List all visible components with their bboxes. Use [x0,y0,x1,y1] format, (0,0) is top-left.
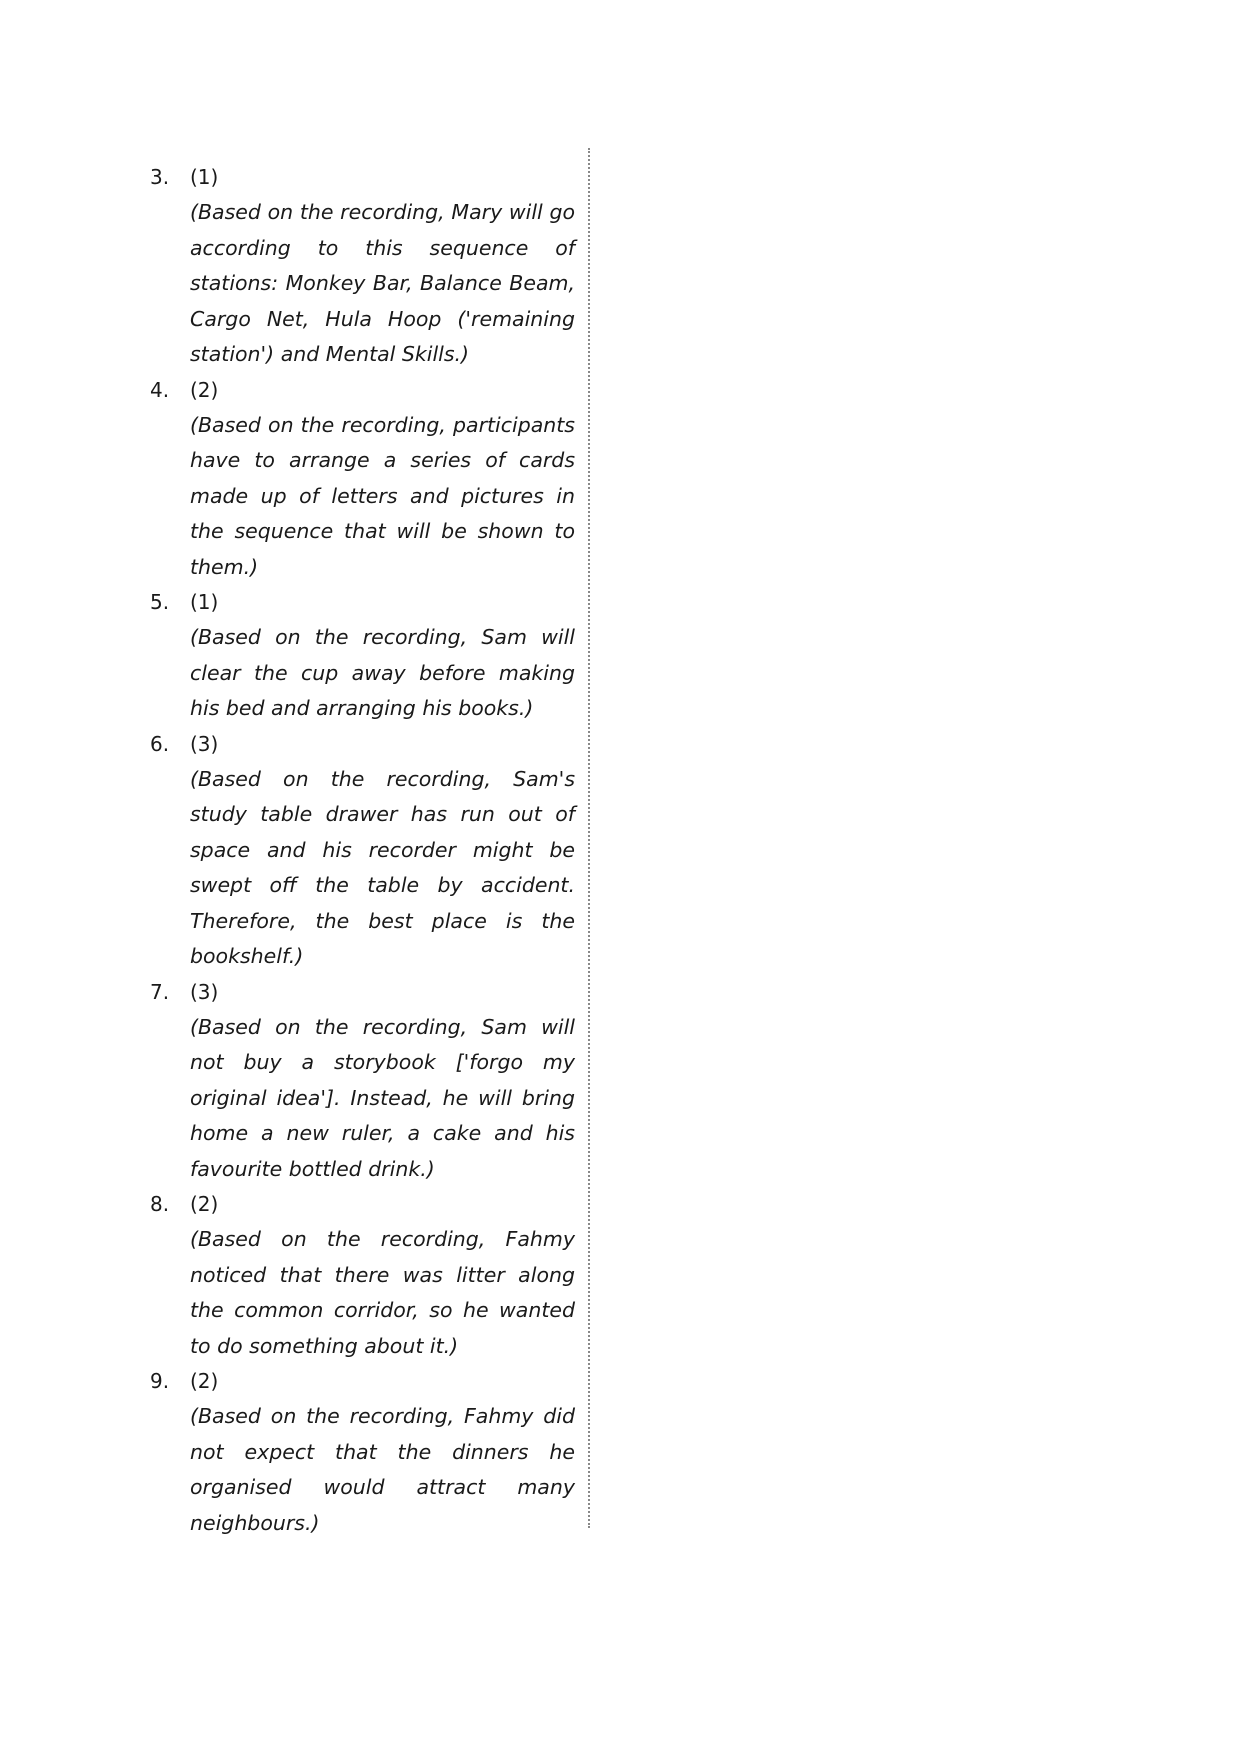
answer-item-7 [150,975,580,1188]
answer-item-8 [150,1187,580,1364]
answer-head [150,1364,580,1399]
answer-explanation: (Based on the recording, Mary will go according to this sequence of stations: Monkey Bar, Balance Beam, Cargo Net, Hula Hoop ('remaining station') and Mental Skills.) [190,200,575,366]
question-number: 4. [150,377,170,402]
answer-item-4 [150,373,580,586]
answer-item-9 [150,1364,580,1541]
answer-choice: (3) [190,979,219,1004]
answer-head [150,373,580,408]
answer-explanation: (Based on the recording, participants have to arrange a series of cards made up of letters and pictures in the sequence that will be shown to them.) [190,412,575,579]
answer-item-6 [150,727,580,975]
answer-head [150,727,580,762]
question-number: 6. [150,731,170,756]
answer-explanation: (Based on the recording, Sam's study table drawer has run out of space and his recorder might be swept off the table by accident. Therefore, the best place is the bookshelf.) [190,766,575,968]
answer-head [150,1187,580,1222]
answer-head [150,160,580,195]
answer-item-3 [150,160,580,373]
answer-item-5 [150,585,580,727]
question-number: 9. [150,1369,170,1393]
column-divider [588,148,590,1528]
question-number: 3. [150,165,170,189]
question-number: 8. [150,1192,170,1216]
answer-choice: (3) [190,731,219,756]
answer-explanation: (Based on the recording, Fahmy noticed that there was litter along the common corridor, so he wanted to do something about it.) [190,1227,575,1358]
answer-choice: (1) [190,590,219,614]
answer-choice: (2) [190,377,219,402]
answer-choice: (1) [190,165,219,189]
answer-list [150,160,580,1541]
answer-head [150,975,580,1010]
question-number: 7. [150,979,170,1004]
answer-choice: (2) [190,1192,219,1216]
answer-explanation: (Based on the recording, Sam will not buy a storybook ['forgo my original idea']. Instead, he will bring home a new ruler, a cake and his favourite bottled drink.) [190,1014,575,1181]
answer-explanation: (Based on the recording, Sam will clear the cup away before making his bed and arranging his books.) [190,625,575,720]
answer-explanation: (Based on the recording, Fahmy did not expect that the dinners he organised would attract many neighbours.) [190,1404,575,1535]
answer-head [150,585,580,620]
question-number: 5. [150,590,170,614]
answer-choice: (2) [190,1369,219,1393]
